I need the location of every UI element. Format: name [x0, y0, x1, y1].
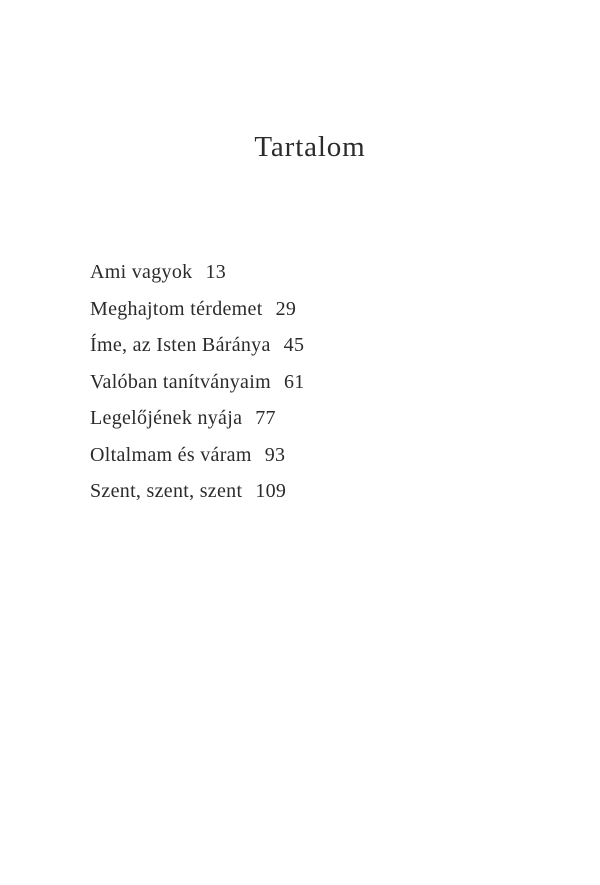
toc-entry-label: Szent, szent, szent: [90, 480, 243, 502]
toc-list: [90, 254, 530, 510]
toc-entry-page-number: 45: [283, 334, 305, 356]
toc-entry-label: Íme, az Isten Báránya: [90, 334, 271, 356]
toc-entry-page-number: 13: [205, 261, 227, 283]
page-title: Tartalom: [254, 131, 366, 163]
toc-entry: [90, 400, 530, 437]
toc-entry-page-number: 77: [255, 407, 276, 429]
toc-entry-page-number: 109: [255, 480, 287, 502]
toc-entry-page-number: 29: [275, 297, 297, 320]
toc-entry: [90, 364, 530, 401]
toc-entry: [90, 437, 530, 474]
toc-entry-label: Legelőjének nyája: [90, 407, 243, 429]
toc-entry-page-number: 93: [264, 443, 286, 466]
toc-entry: [90, 327, 530, 364]
toc-entry: [90, 254, 530, 291]
toc-entry-label: Valóban tanítványaim: [90, 370, 271, 393]
toc-entry: [90, 473, 530, 510]
toc-entry-label: Ami vagyok: [90, 261, 193, 283]
toc-entry-label: Meghajtom térdemet: [90, 297, 263, 320]
toc-entry: [90, 291, 530, 328]
toc-entry-label: Oltalmam és váram: [90, 443, 252, 466]
toc-entry-page-number: 61: [283, 370, 305, 393]
